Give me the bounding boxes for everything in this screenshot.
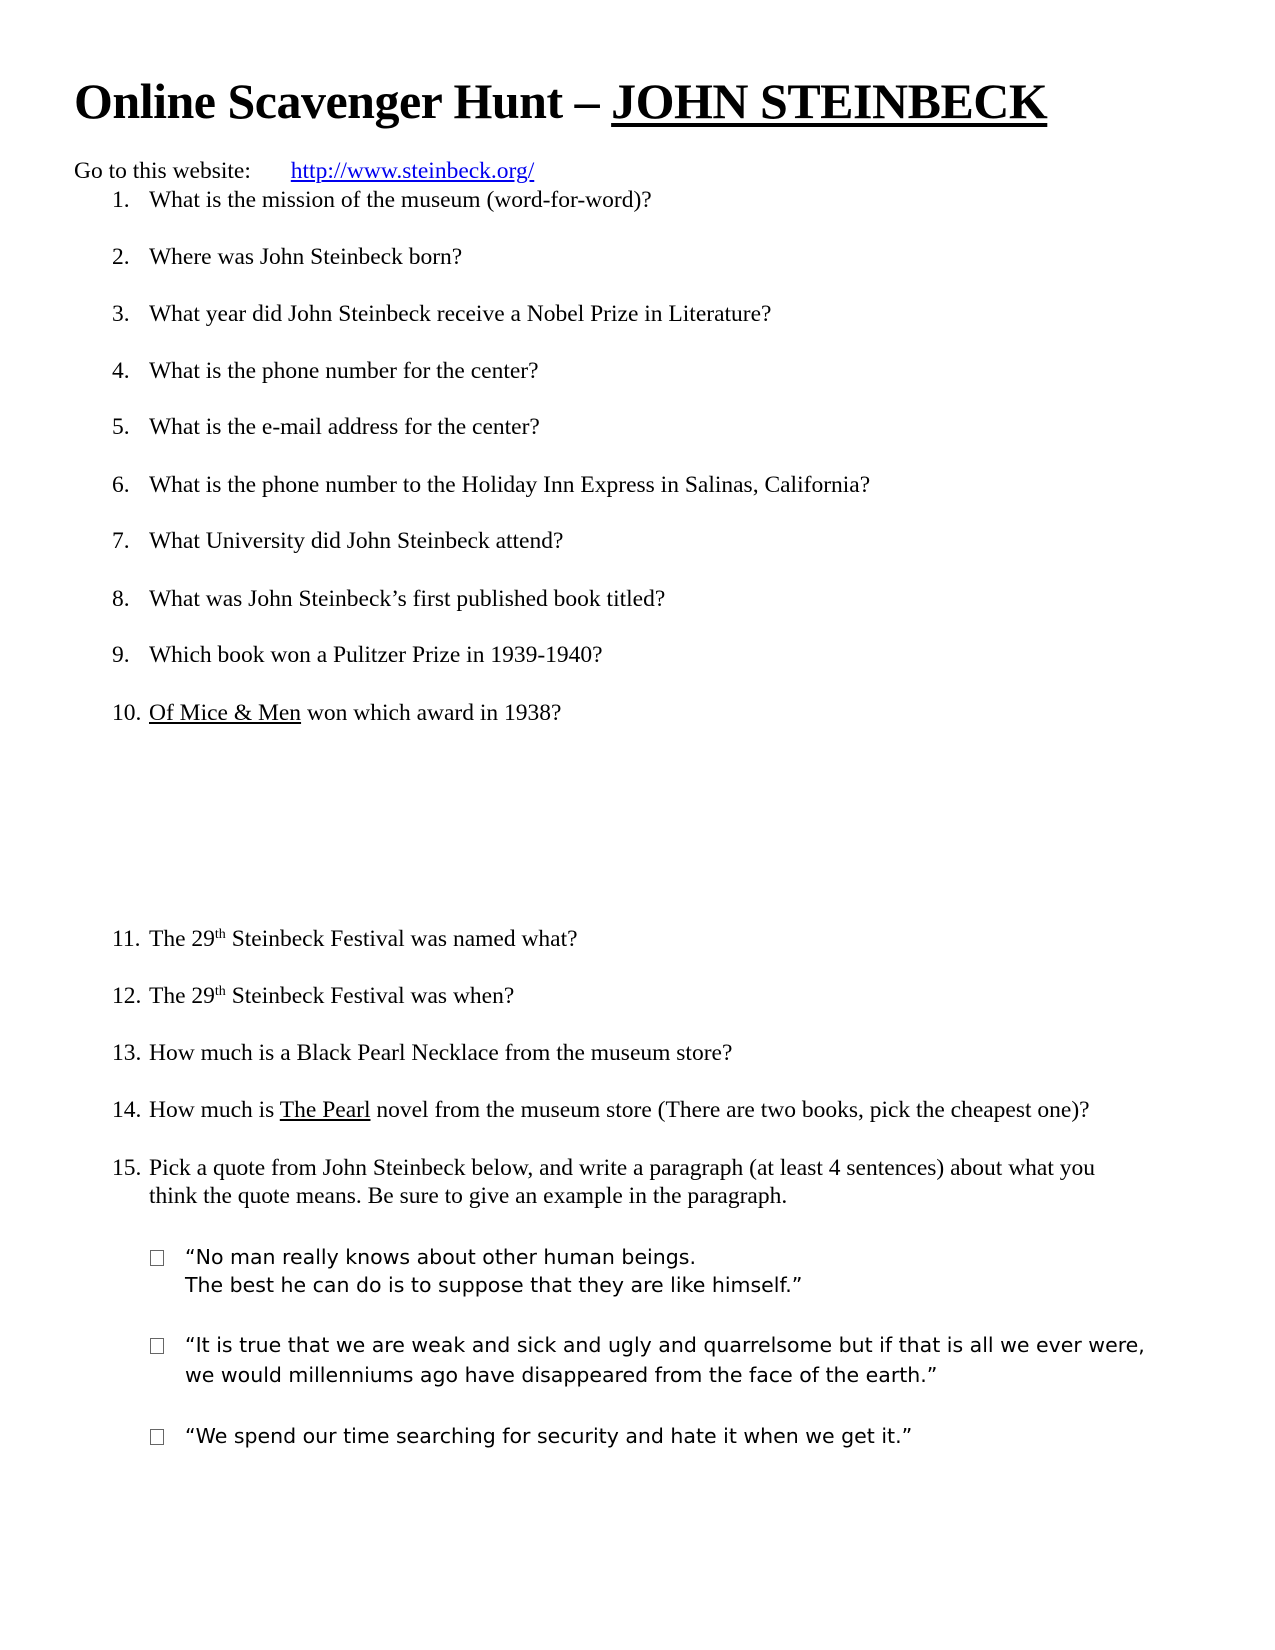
text-part: novel from the museum store (There are two books, pick the cheapest one)? [370,1097,1090,1123]
checkbox[interactable] [150,1338,164,1354]
question-text [149,699,561,727]
question-number: 8. [112,586,130,612]
text-part: Which book won a Pulitzer Prize in 1939-1940? [149,642,603,668]
question-number: 2. [112,244,130,270]
text-part: What University did John Steinbeck attend? [149,528,564,554]
question-number: 4. [112,358,130,384]
quote-text: “It is true that we are weak and sick and ugly and quarrelsome but if that is all we ever were, [185,1333,1145,1357]
question-text [149,413,540,441]
question-text: Pick a quote from John Steinbeck below, and write a paragraph (at least 4 sentences) about what you [149,1155,1096,1181]
question-number: 10. [112,700,142,726]
text-part: won which award in 1938? [301,700,562,726]
question-text [149,527,563,555]
question-text [149,186,652,214]
quote-text: “No man really knows about other human beings. [185,1245,696,1269]
text-part: What year did John Steinbeck receive a Nobel Prize in Literature? [149,301,772,327]
question-number: 5. [112,414,130,440]
text-part: What is the phone number to the Holiday Inn Express in Salinas, California? [149,472,871,498]
book-title: The Pearl [279,1097,371,1123]
question-number: 3. [112,301,130,327]
title-main: Online Scavenger Hunt – [74,73,612,129]
question-number: 12. [112,983,142,1009]
question-text [149,585,665,613]
question-number: 7. [112,528,130,554]
quote-text: The best he can do is to suppose that they are like himself.” [185,1273,803,1297]
question-number: 6. [112,472,130,498]
title-subject: JOHN STEINBECK [611,73,1048,129]
text-part: The 29 [149,926,215,952]
question-number: 15. [112,1155,142,1181]
page-title [74,72,1047,130]
intro-line [74,157,534,185]
question-number: 1. [112,187,130,213]
checkbox[interactable] [150,1250,164,1266]
question-15-line2: think the quote means. Be sure to give an example in the paragraph. [149,1183,788,1209]
intro-label: Go to this website: [74,158,251,184]
checkbox[interactable] [150,1429,164,1445]
question-number: 11. [112,926,141,952]
text-part: What is the mission of the museum (word-for-word)? [149,187,652,213]
question-text [149,982,514,1010]
text-part: Steinbeck Festival was when? [225,983,515,1009]
question-number: 13. [112,1040,142,1066]
question-text [149,300,772,328]
question-text [149,925,578,953]
book-title: Of Mice & Men [149,700,302,726]
question-text [149,471,870,499]
quote-text: “We spend our time searching for security and hate it when we get it.” [185,1424,913,1448]
question-text [149,243,462,271]
superscript: th [214,984,226,999]
text-part: What is the phone number for the center? [149,358,539,384]
text-part: What is the e-mail address for the center? [149,414,540,440]
text-part: How much is a Black Pearl Necklace from the museum store? [149,1040,733,1066]
website-link[interactable]: http://www.steinbeck.org/ [290,158,535,184]
question-text [149,1039,732,1067]
quote-text: we would millenniums ago have disappeared from the face of the earth.” [185,1363,938,1387]
text-part: What was John Steinbeck’s first published book titled? [149,586,666,612]
superscript: th [214,927,226,942]
question-number: 9. [112,642,130,668]
question-text [149,357,539,385]
text-part: Where was John Steinbeck born? [149,244,463,270]
text-part: How much is [149,1097,280,1123]
question-text [149,1096,1090,1124]
text-part: Steinbeck Festival was named what? [225,926,578,952]
text-part: The 29 [149,983,215,1009]
question-text [149,641,603,669]
question-number: 14. [112,1097,142,1123]
